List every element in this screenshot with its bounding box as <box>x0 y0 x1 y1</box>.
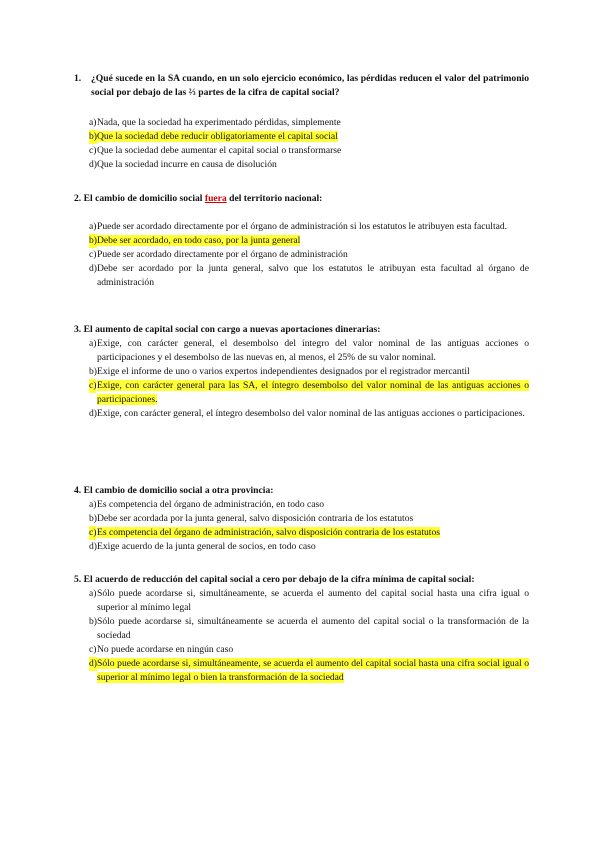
question-5 <box>74 573 529 685</box>
option-c: c) Puede ser acordado directamente por el órgano de administración <box>89 249 348 260</box>
option-list <box>74 498 529 554</box>
option-d: d) Exige acuerdo de la junta general de socios, en todo caso <box>89 541 316 552</box>
option-c-correct: c) Es competencia del órgano de administración, salvo disposición contraria de los estatutos <box>89 527 440 538</box>
question-4-title <box>74 484 529 498</box>
question-number: 2. <box>74 193 82 204</box>
question-2 <box>74 192 529 290</box>
question-text: ¿Qué sucede en la SA cuando, en un solo ejercicio económico, las pérdidas reducen el valor del patrimonio social por debajo de las ⅔ partes de la cifra de capital social? <box>91 73 529 98</box>
question-text: El acuerdo de reducción del capital social a cero por debajo de la cifra mínima de capital social: <box>83 574 475 585</box>
option-list <box>74 220 529 290</box>
option-b: b) Debe ser acordada por la junta general, salvo disposición contraria de los estatutos <box>89 513 414 524</box>
question-text-after: del territorio nacional: <box>229 193 323 204</box>
question-text: El aumento de capital social con cargo a nuevas aportaciones dinerarias: <box>83 324 381 335</box>
option-d-correct: d) Sólo puede acordarse si, simultáneamente, se acuerda el aumento del capital social hasta una cifra social igual o superior al mínimo legal o bien la transformación de la sociedad <box>89 658 529 683</box>
option-b-correct: b) Debe ser acordado, en todo caso, por la junta general <box>89 235 301 246</box>
option-b: b) Exige el informe de uno o varios expertos independientes designados por el registrador mercantil <box>89 366 470 377</box>
option-c: c) Que la sociedad debe aumentar el capital social o transformarse <box>89 145 342 156</box>
option-a: a) Sólo puede acordarse si, simultáneamente, se acuerda el aumento del capital social hasta una cifra igual o superior al mínimo legal <box>89 588 529 613</box>
option-d: d) Exige, con carácter general, el íntegro desembolso del valor nominal de las antiguas acciones o participaciones. <box>89 408 525 419</box>
question-text: El cambio de domicilio social a otra provincia: <box>83 485 274 496</box>
option-a: a) Es competencia del órgano de administración, en todo caso <box>89 499 325 510</box>
question-1 <box>74 72 529 172</box>
option-c: c) No puede acordarse en ningún caso <box>89 644 234 655</box>
option-list <box>74 337 529 421</box>
emphasized-word: fuera <box>204 193 227 204</box>
option-a: a) Exige, con carácter general, el desembolso del íntegro del valor nominal de las antiguas acciones o participaciones y el desembolso de las nuevas en, al menos, el 25% de su valor nominal. <box>89 338 529 363</box>
question-number: 5. <box>74 574 82 585</box>
question-text-before: El cambio de domicilio social <box>83 193 203 204</box>
question-3 <box>74 323 529 421</box>
option-a: a) Puede ser acordado directamente por el órgano de administración si los estatutos le atribuyen esta facultad. <box>89 221 508 232</box>
question-3-title <box>74 323 529 337</box>
question-number: 1. <box>74 73 82 84</box>
option-d: d) Debe ser acordado por la junta general, salvo que los estatutos le atribuyan esta facultad al órgano de administración <box>89 263 529 288</box>
question-1-title <box>74 72 529 100</box>
option-a: a) Nada, que la sociedad ha experimentado pérdidas, simplemente <box>89 117 341 128</box>
question-4 <box>74 484 529 554</box>
option-list <box>74 587 529 685</box>
question-number: 3. <box>74 324 82 335</box>
option-b-correct: b) Que la sociedad debe reducir obligatoriamente el capital social <box>89 131 338 142</box>
option-c-correct: c) Exige, con carácter general para las SA, el íntegro desembolso del valor nominal de las antiguas acciones o participaciones. <box>89 380 529 405</box>
question-number: 4. <box>74 485 82 496</box>
question-5-title <box>74 573 529 587</box>
option-list <box>74 116 529 172</box>
option-d: d) Que la sociedad incurre en causa de disolución <box>89 159 277 170</box>
question-2-title <box>74 192 529 206</box>
option-b: b) Sólo puede acordarse si, simultáneamente se acuerda el aumento del capital social o la transformación de la sociedad <box>89 616 529 641</box>
